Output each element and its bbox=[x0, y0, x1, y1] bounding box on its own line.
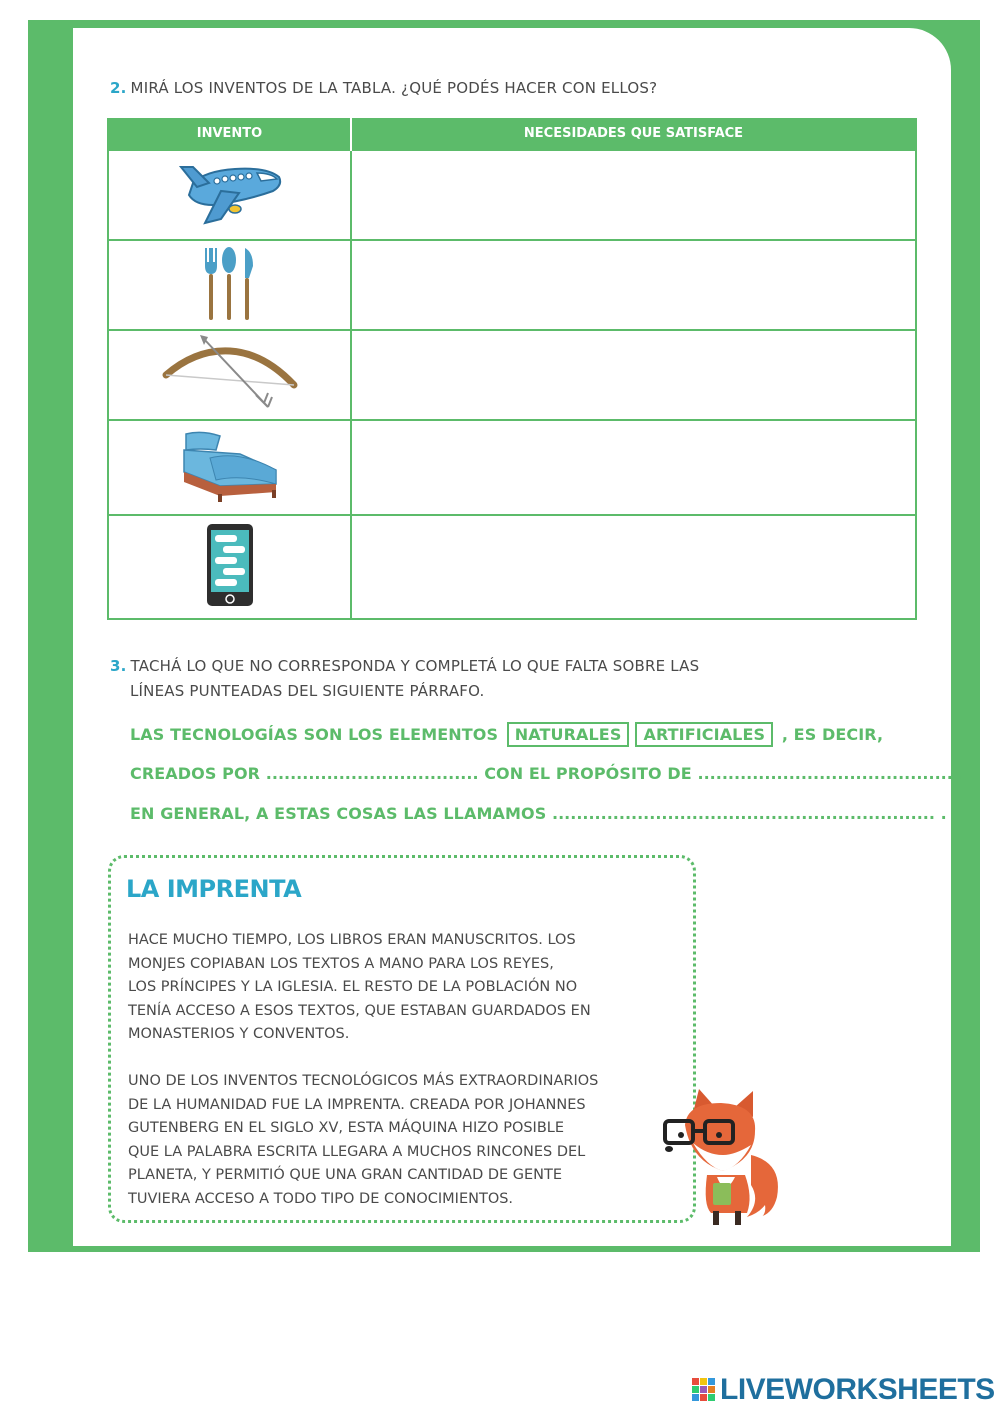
column-header-necesidades: NECESIDADES QUE SATISFACE bbox=[351, 118, 916, 150]
line3-period: . bbox=[940, 804, 947, 823]
answer-cell[interactable] bbox=[351, 150, 916, 240]
paragraph-line: TUVIERA ACCESO A TODO TIPO DE CONOCIMIENTOS. bbox=[128, 1190, 514, 1207]
blank-creados-por[interactable]: ................................... bbox=[265, 764, 479, 783]
sentence-line-1 bbox=[130, 722, 883, 747]
line1-start: LAS TECNOLOGÍAS SON LOS ELEMENTOS bbox=[130, 725, 499, 744]
question-3-number: 3. bbox=[110, 657, 127, 675]
invention-cell bbox=[108, 515, 351, 619]
table-row bbox=[108, 150, 916, 240]
paragraph-line: MONJES COPIABAN LOS TEXTOS A MANO PARA LOS REYES, bbox=[128, 955, 554, 972]
question-3-title bbox=[110, 654, 699, 678]
paragraph-line: PLANETA, Y PERMITIÓ QUE UNA GRAN CANTIDAD DE GENTE bbox=[128, 1167, 563, 1183]
option-naturales[interactable]: NATURALES bbox=[507, 722, 630, 747]
bed-icon bbox=[180, 428, 280, 504]
line2-period: . bbox=[958, 764, 965, 783]
answer-cell[interactable] bbox=[351, 515, 916, 619]
answer-cell[interactable] bbox=[351, 420, 916, 515]
option-artificiales[interactable]: ARTIFICIALES bbox=[635, 722, 773, 747]
sentence-line-3 bbox=[130, 804, 947, 823]
line3-start: EN GENERAL, A ESTAS COSAS LAS LLAMAMOS bbox=[130, 804, 547, 823]
question-2-text: MIRÁ LOS INVENTOS DE LA TABLA. ¿QUÉ PODÉS HACER CON ELLOS? bbox=[130, 79, 658, 97]
question-3-text-line2: LÍNEAS PUNTEADAS DEL SIGUIENTE PÁRRAFO. bbox=[130, 682, 485, 700]
answer-cell[interactable] bbox=[351, 330, 916, 420]
imprenta-title: LA IMPRENTA bbox=[126, 875, 302, 903]
paragraph-line: LOS PRÍNCIPES Y LA IGLESIA. EL RESTO DE LA POBLACIÓN NO bbox=[128, 979, 578, 995]
liveworksheets-logo bbox=[692, 1373, 995, 1407]
table-header-row bbox=[108, 118, 916, 150]
line2-start: CREADOS POR bbox=[130, 764, 261, 783]
cutlery-icon bbox=[200, 244, 260, 322]
line2-middle: CON EL PROPÓSITO DE bbox=[484, 764, 692, 783]
question-3-text-line1: TACHÁ LO QUE NO CORRESPONDA Y COMPLETÁ LO QUE FALTA SOBRE LAS bbox=[130, 657, 700, 675]
question-2-number: 2. bbox=[110, 79, 127, 97]
paragraph-line: UNO DE LOS INVENTOS TECNOLÓGICOS MÁS EXTRAORDINARIOS bbox=[128, 1073, 599, 1089]
question-2-title bbox=[110, 76, 657, 100]
invention-cell bbox=[108, 420, 351, 515]
invention-cell bbox=[108, 240, 351, 330]
airplane-icon bbox=[175, 153, 285, 233]
line1-end: , ES DECIR, bbox=[781, 725, 884, 744]
imprenta-paragraph-1 bbox=[128, 929, 688, 1047]
column-header-invento: INVENTO bbox=[108, 118, 351, 150]
invention-cell bbox=[108, 330, 351, 420]
paragraph-line: GUTENBERG EN EL SIGLO XV, ESTA MÁQUINA HIZO POSIBLE bbox=[128, 1120, 565, 1136]
table-row bbox=[108, 420, 916, 515]
sentence-line-2 bbox=[130, 764, 965, 783]
table-row bbox=[108, 515, 916, 619]
logo-text: LIVEWORKSHEETS bbox=[720, 1373, 995, 1406]
fox-mascot-icon bbox=[655, 1085, 785, 1230]
bow-and-arrow-icon bbox=[160, 335, 300, 411]
paragraph-line: QUE LA PALABRA ESCRITA LLEGARA A MUCHOS RINCONES DEL bbox=[128, 1143, 586, 1160]
imprenta-paragraph-2 bbox=[128, 1070, 688, 1211]
invention-cell bbox=[108, 150, 351, 240]
paragraph-line: MONASTERIOS Y CONVENTOS. bbox=[128, 1026, 350, 1042]
smartphone-icon bbox=[205, 522, 255, 608]
answer-cell[interactable] bbox=[351, 240, 916, 330]
paragraph-line: HACE MUCHO TIEMPO, LOS LIBROS ERAN MANUSCRITOS. LOS bbox=[128, 932, 576, 948]
blank-proposito[interactable]: .......................................... bbox=[697, 764, 953, 783]
table-row bbox=[108, 330, 916, 420]
blank-llamamos[interactable]: ............................................................... bbox=[552, 804, 935, 823]
table-row bbox=[108, 240, 916, 330]
inventions-table bbox=[107, 118, 917, 620]
logo-grid-icon bbox=[692, 1378, 716, 1402]
paragraph-line: DE LA HUMANIDAD FUE LA IMPRENTA. CREADA POR JOHANNES bbox=[128, 1096, 586, 1113]
paragraph-line: TENÍA ACCESO A ESOS TEXTOS, QUE ESTABAN GUARDADOS EN bbox=[128, 1002, 591, 1019]
